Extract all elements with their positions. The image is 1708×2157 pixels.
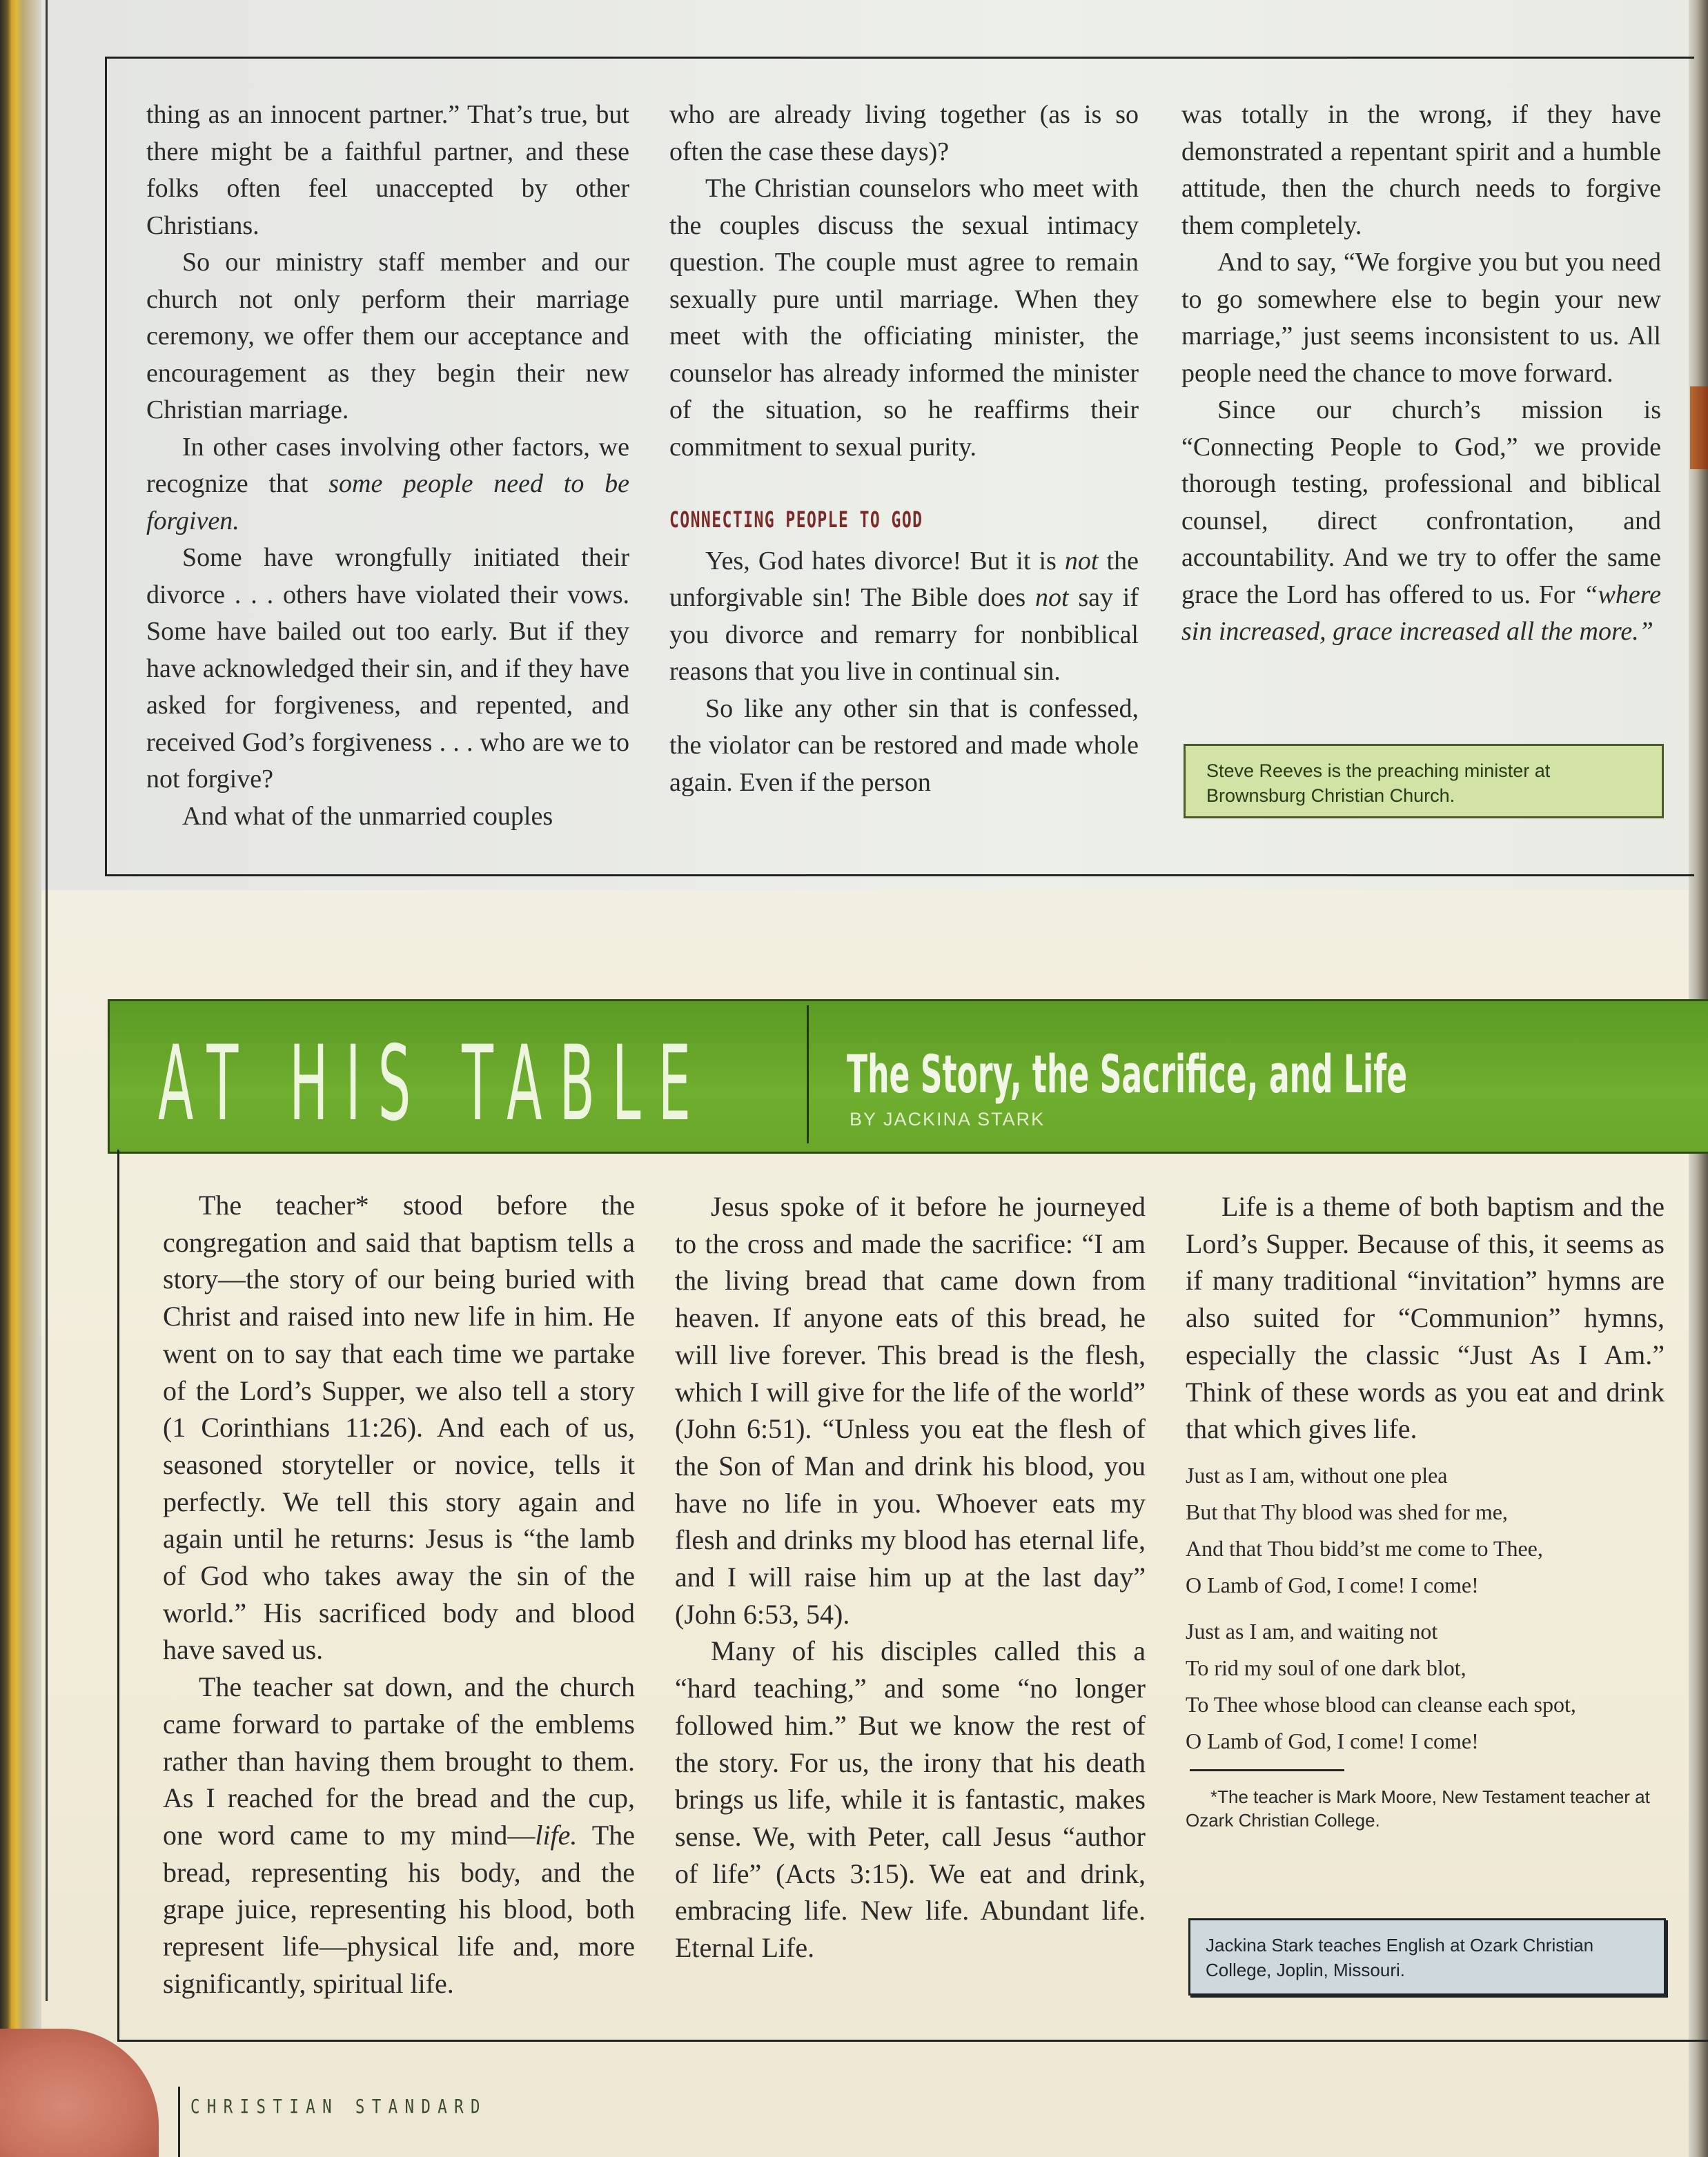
hymn-line: Just as I am, and waiting not [1186,1618,1438,1644]
author-bio-jackina-stark: Jackina Stark teaches English at Ozark Christian College, Joplin, Missouri. [1188,1918,1666,1996]
hymn-line: But that Thy blood was shed for me, [1186,1499,1508,1524]
paragraph: thing as an innocent partner.” That’s true, but there might be a faithful partner, and these folks often feel unaccepted by other Christians. [146,100,629,240]
paragraph: And what of the unmarried couples [182,801,553,831]
publication-name: CHRISTIAN STANDARD [190,2095,487,2118]
hymn-verse-2 [1186,1613,1665,1760]
paragraph: The Christian counselors who meet with the couples discuss the sexual intimacy question. The couple must agree to remain sexually pure until marriage. When they meet with the officiating minister, the counselor has already informed the minister of the situation, so he reaffirms their commitment to sexual purity. [669,174,1139,462]
at-his-table-banner [108,999,1708,1154]
banner-divider [807,1005,809,1143]
footnote: *The teacher is Mark Moore, New Testament teacher at Ozark Christian College. [1186,1786,1650,1831]
paragraph: Life is a theme of both baptism and the Lord’s Supper. Because of this, it seems as if many traditional “invitation” hymns are also suited for “Communion” hymns, especially the classic “Just As I Am.” Think of these words as you eat and drink that which gives life. [1186,1191,1665,1445]
paragraph: Yes, God hates divorce! But it is not the unforgivable sin! The Bible does not say if you divorce and remarry for nonbiblical reasons that you live in continual sin. [669,546,1139,686]
banner-subtitle: The Story, the Sacrifice, and Life [847,1043,1408,1105]
footer-rule [178,2087,180,2157]
hymn-line: Just as I am, without one plea [1186,1462,1448,1488]
bottom-article-column-3 [1186,1188,1665,1832]
banner-title: AT HIS TABLE [158,1024,709,1144]
hymn-line: To Thee whose blood can cleanse each spot, [1186,1691,1576,1717]
paragraph: was totally in the wrong, if they have demonstrated a repentant spirit and a humble attitude, then the church needs to forgive them completely. [1181,100,1661,240]
paragraph: So like any other sin that is confessed, the violator can be restored and made whole again. Even if the person [669,693,1139,797]
author-bio-steve-reeves: Steve Reeves is the preaching minister at Brownsburg Christian Church. [1184,744,1664,818]
top-article-column-3 [1181,97,1661,651]
footnote-rule [1190,1769,1344,1771]
paragraph: The teacher sat down, and the church came forward to partake of the emblems rather than having them brought to them. As I reached for the bread and the cup, one word came to my mind—life. The bread, representing his body, and the grape juice, representing his blood, both represent life—physical life and, more significantly, spiritual life. [163,1671,635,1999]
spine-rule [46,0,48,2001]
paragraph: who are already living together (as is so often the case these days)? [669,100,1139,166]
paragraph: In other cases involving other factors, we recognize that some people need to be forgiven. [146,432,629,535]
paragraph: The teacher* stood before the congregation and said that baptism tells a story—the story of our being buried with Christ and raised into new life in him. He went on to say that each time we partake of the Lord’s Supper, we also tell a story (1 Corinthians 11:26). And each of us, seasoned storyteller or novice, tells it perfectly. We tell this story again and again until he returns: Jesus is “the lamb of God who takes away the sin of the world.” His sacrificed body and blood have saved us. [163,1190,635,1666]
banner-byline: BY JACKINA STARK [850,1109,1046,1130]
section-subhead: CONNECTING PEOPLE TO GOD [669,506,923,533]
paragraph: Many of his disciples called this a “hard teaching,” and some “no longer followed him.” But we know the rest of the story. For us, the irony that his death brings us life, while it is fantastic, makes sense. We, with Peter, call Jesus “author of life” (Acts 3:15). We eat and drink, embracing life. New life. Abundant life. Eternal Life. [675,1635,1146,1964]
hymn-line: O Lamb of God, I come! I come! [1186,1572,1479,1597]
paragraph: So our ministry staff member and our church not only perform their marriage ceremony, we offer them our acceptance and encouragement as they begin their new Christian marriage. [146,248,629,424]
book-spine [0,0,41,2157]
paragraph: Some have wrongfully initiated their divorce . . . others have violated their vows. Some have bailed out too early. But if they have acknowledged their sin, and if they have asked for forgiveness, and repented, and received God’s forgiveness . . . who are we to not forgive? [146,543,629,794]
bottom-article-column-2 [675,1188,1146,1967]
paragraph: Since our church’s mission is “Connecting People to God,” we provide thorough testing, professional and biblical counsel, direct confrontation, and accountability. And we try to offer the same grace the Lord has offered to us. For “where sin increased, grace increased all the more.” [1181,395,1661,646]
top-article-column-1 [146,97,629,835]
top-article-column-2 [669,97,1139,801]
bottom-article-column-1 [163,1187,635,2002]
hymn-line: To rid my soul of one dark blot, [1186,1655,1466,1680]
hymn-line: And that Thou bidd’st me come to Thee, [1186,1535,1543,1561]
paragraph: And to say, “We forgive you but you need to go somewhere else to begin your new marriage,” just seems inconsistent to us. All people need the chance to move forward. [1181,248,1661,388]
paragraph: Jesus spoke of it before he journeyed to the cross and made the sacrifice: “I am the living bread that came down from heaven. If anyone eats of this bread, he will live forever. This bread is the flesh, which I will give for the life of the world” (John 6:51). “Unless you eat the flesh of the Son of Man and drink his blood, you have no life in you. Whoever eats my flesh and drinks my blood has eternal life, and I will raise him up at the last day” (John 6:53, 54). [675,1191,1146,1630]
hymn-verse-1 [1186,1457,1665,1604]
hymn-line: O Lamb of God, I come! I come! [1186,1728,1479,1753]
